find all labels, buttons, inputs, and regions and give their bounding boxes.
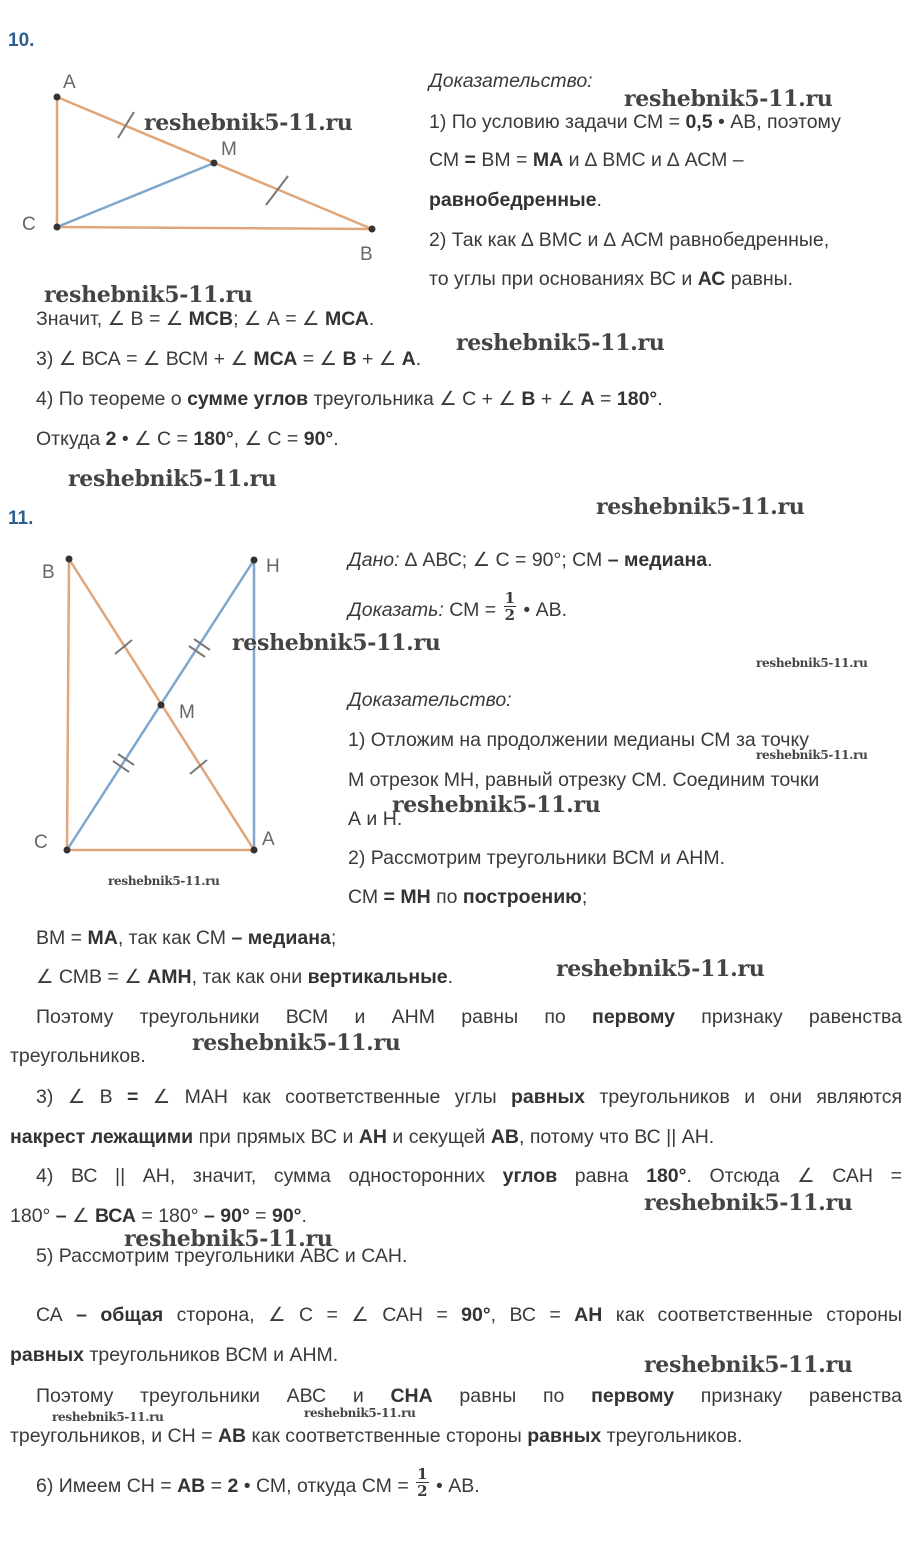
watermark: reshebnik5-11.ru [756,748,868,762]
side-bc [67,559,69,850]
p11-line-4: 2) Рассмотрим треугольники ВСМ и АНМ. [348,847,726,869]
watermark: reshebnik5-11.ru [68,466,277,492]
figure-11-triangles [0,540,340,880]
p11-line-19: 6) Имеем СН = АВ = 2 • СМ, откуда СМ = $\frac{1}{2}$ • АВ. [36,1465,480,1501]
tick-cm-1 [113,761,129,772]
watermark: reshebnik5-11.ru [144,110,353,136]
label-m: M [221,139,237,160]
side-cb [57,227,372,229]
label-a: A [262,829,275,850]
p11-line-3: А и Н. [348,808,403,830]
label-b: B [360,244,373,265]
watermark: reshebnik5-11.ru [192,1030,401,1056]
watermark: reshebnik5-11.ru [108,874,220,888]
point-c [64,847,71,854]
p11-paragraph-4: 4) ВС || АН, значит, сумма односторонних углов равна 180°. Отсюда ∠ САН = 180° – ∠ ВСА = 180° – 90° = 90°. [10,1165,903,1227]
median-cm [57,163,214,227]
watermark: reshebnik5-11.ru [232,630,441,656]
label-c: C [22,214,36,235]
watermark: reshebnik5-11.ru [596,494,805,520]
fraction-one-half: $\frac{1}{2}$ [504,589,515,625]
point-b [66,556,73,563]
watermark: reshebnik5-11.ru [124,1226,333,1252]
p10-line-6: Значит, ∠ В = ∠ МСВ; ∠ А = ∠ МСА. [36,308,375,330]
label-c: C [34,832,48,853]
watermark: reshebnik5-11.ru [556,956,765,982]
label-b: B [42,562,55,583]
label-m: M [179,702,195,723]
p10-line-2: СМ = ВМ = МА и ∆ ВМС и ∆ АСМ – [429,149,744,171]
p11-paragraph-common-side: СА – общая сторона, ∠ С = ∠ САН = 90°, ВС = АН как соответственные стороны равных треугольников ВСМ и АНМ. [10,1304,902,1366]
figure-10-triangle [0,60,420,270]
watermark: reshebnik5-11.ru [624,86,833,112]
point-h [251,557,258,564]
watermark: reshebnik5-11.ru [456,330,665,356]
fraction-one-half-final: $\frac{1}{2}$ [417,1465,428,1501]
p11-line-14: 5) Рассмотрим треугольники АВС и САН. [36,1245,408,1267]
tick-cm-2 [118,754,134,765]
p10-line-7: 3) ∠ ВСА = ∠ ВСМ + ∠ МСА = ∠ В + ∠ А. [36,348,422,370]
point-a [251,847,258,854]
problem-10-number: 10. [8,30,35,51]
watermark: reshebnik5-11.ru [392,792,601,818]
proof-heading-10: Доказательство: [429,70,593,92]
p10-line-8: 4) По теореме о сумме углов треугольника ∠ С + ∠ В + ∠ А = 180°. [36,388,663,410]
p11-line-7: ∠ СМВ = ∠ АМН, так как они вертикальные. [36,966,454,988]
p10-line-9: Откуда 2 • ∠ С = 180°, ∠ С = 90°. [36,428,339,450]
label-h: H [266,556,280,577]
p10-line-3: равнобедренные. [429,189,602,211]
problem-11-number: 11. [8,508,34,529]
p10-line-1: 1) По условию задачи СМ = 0,5 • АВ, поэтому [429,111,841,133]
point-a [54,94,61,101]
p11-line-6: ВМ = МА, так как СМ – медиана; [36,927,337,949]
watermark: reshebnik5-11.ru [644,1352,853,1378]
p11-paragraph-therefore: Поэтому треугольники ВСМ и АНМ равны по первому признаку равенства треугольников. [10,1006,902,1067]
p10-line-5: то углы при основаниях ВС и АС равны. [429,268,794,290]
p11-line-2: М отрезок МН, равный отрезку СМ. Соединим точки [348,769,820,791]
p11-paragraph-3: 3) ∠ В = ∠ МАН как соответственные углы равных треугольников и они являются накрест лежащими при прямых ВС и АН и секущей АВ, потому что ВС || АН. [10,1086,902,1148]
watermark: reshebnik5-11.ru [304,1406,416,1420]
p11-line-5: СМ = МН по построению; [348,886,588,908]
watermark: reshebnik5-11.ru [52,1410,164,1424]
p11-line-1: 1) Отложим на продолжении медианы СМ за точку [348,729,809,751]
tick-mb [266,176,288,205]
p11-paragraph-conclusion: Поэтому треугольники АВС и СНА равны по первому признаку равенства треугольников, и СН = АВ как соответственные стороны равных треугольников. [10,1385,902,1447]
point-b [369,226,376,233]
point-m [158,702,165,709]
label-a: A [63,72,76,93]
proof-heading-11: Доказательство: [348,689,512,711]
point-m [211,160,218,167]
p11-given: Дано: ∆ АВС; ∠ С = 90°; СМ – медиана. [348,549,713,571]
watermark: reshebnik5-11.ru [756,656,868,670]
point-c [54,224,61,231]
p10-line-4: 2) Так как ∆ ВМС и ∆ АСМ равнобедренные, [429,229,830,251]
tick-am [118,112,134,138]
p11-prove: Доказать: СМ = $\frac{1}{2}$ • АВ. [348,589,568,625]
watermark: reshebnik5-11.ru [44,282,253,308]
watermark: reshebnik5-11.ru [644,1190,853,1216]
